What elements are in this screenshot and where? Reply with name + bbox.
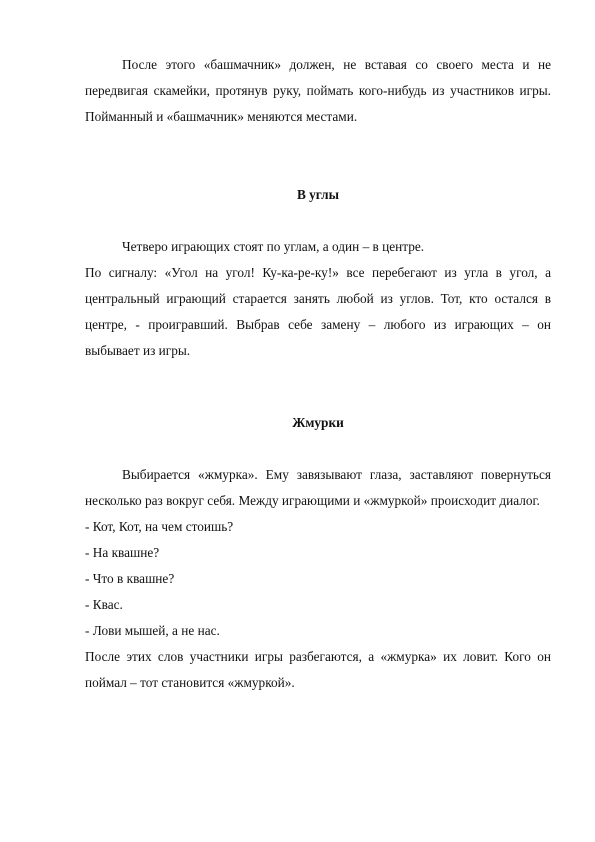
corners-paragraph-1: Четверо играющих стоят по углам, а один – в центре.: [122, 239, 425, 254]
intro-section: [85, 52, 551, 130]
dialogue-line: - Лови мышей, а не нас.: [85, 623, 220, 638]
dialogue-line: - Что в квашне?: [85, 571, 175, 586]
section-title-blind: Жмурки: [292, 415, 344, 430]
corners-section: [85, 234, 551, 364]
blind-paragraph-1: Выбирается «жмурка». Ему завязывают глаза, заставляют повернуться несколько раз вокруг себя. Между играющими и «жмуркой» происходит диалог.: [85, 467, 551, 508]
blind-section: [85, 462, 551, 696]
section-title-corners: В углы: [296, 187, 340, 202]
dialogue-line: - Квас.: [85, 597, 123, 612]
dialogue-line: - Кот, Кот, на чем стоишь?: [85, 519, 234, 534]
intro-paragraph: После этого «башмачник» должен, не вставая со своего места и не передвигая скамейки, протянув руку, поймать кого-нибудь из участников игры. Пойманный и «башмачник» меняются местами.: [85, 57, 551, 124]
blind-paragraph-2: После этих слов участники игры разбегаются, а «жмурка» их ловит. Кого он поймал – тот становится «жмуркой».: [85, 649, 551, 690]
dialogue-line: - На квашне?: [85, 545, 160, 560]
corners-paragraph-2: По сигналу: «Угол на угол! Ку-ка-ре-ку!» все перебегают из угла в угол, а центральный играющий старается занять любой из углов. Тот, кто остался в центре, - проигравший. Выбрав себе замену – любого из играющих – он выбывает из игры.: [85, 265, 551, 358]
